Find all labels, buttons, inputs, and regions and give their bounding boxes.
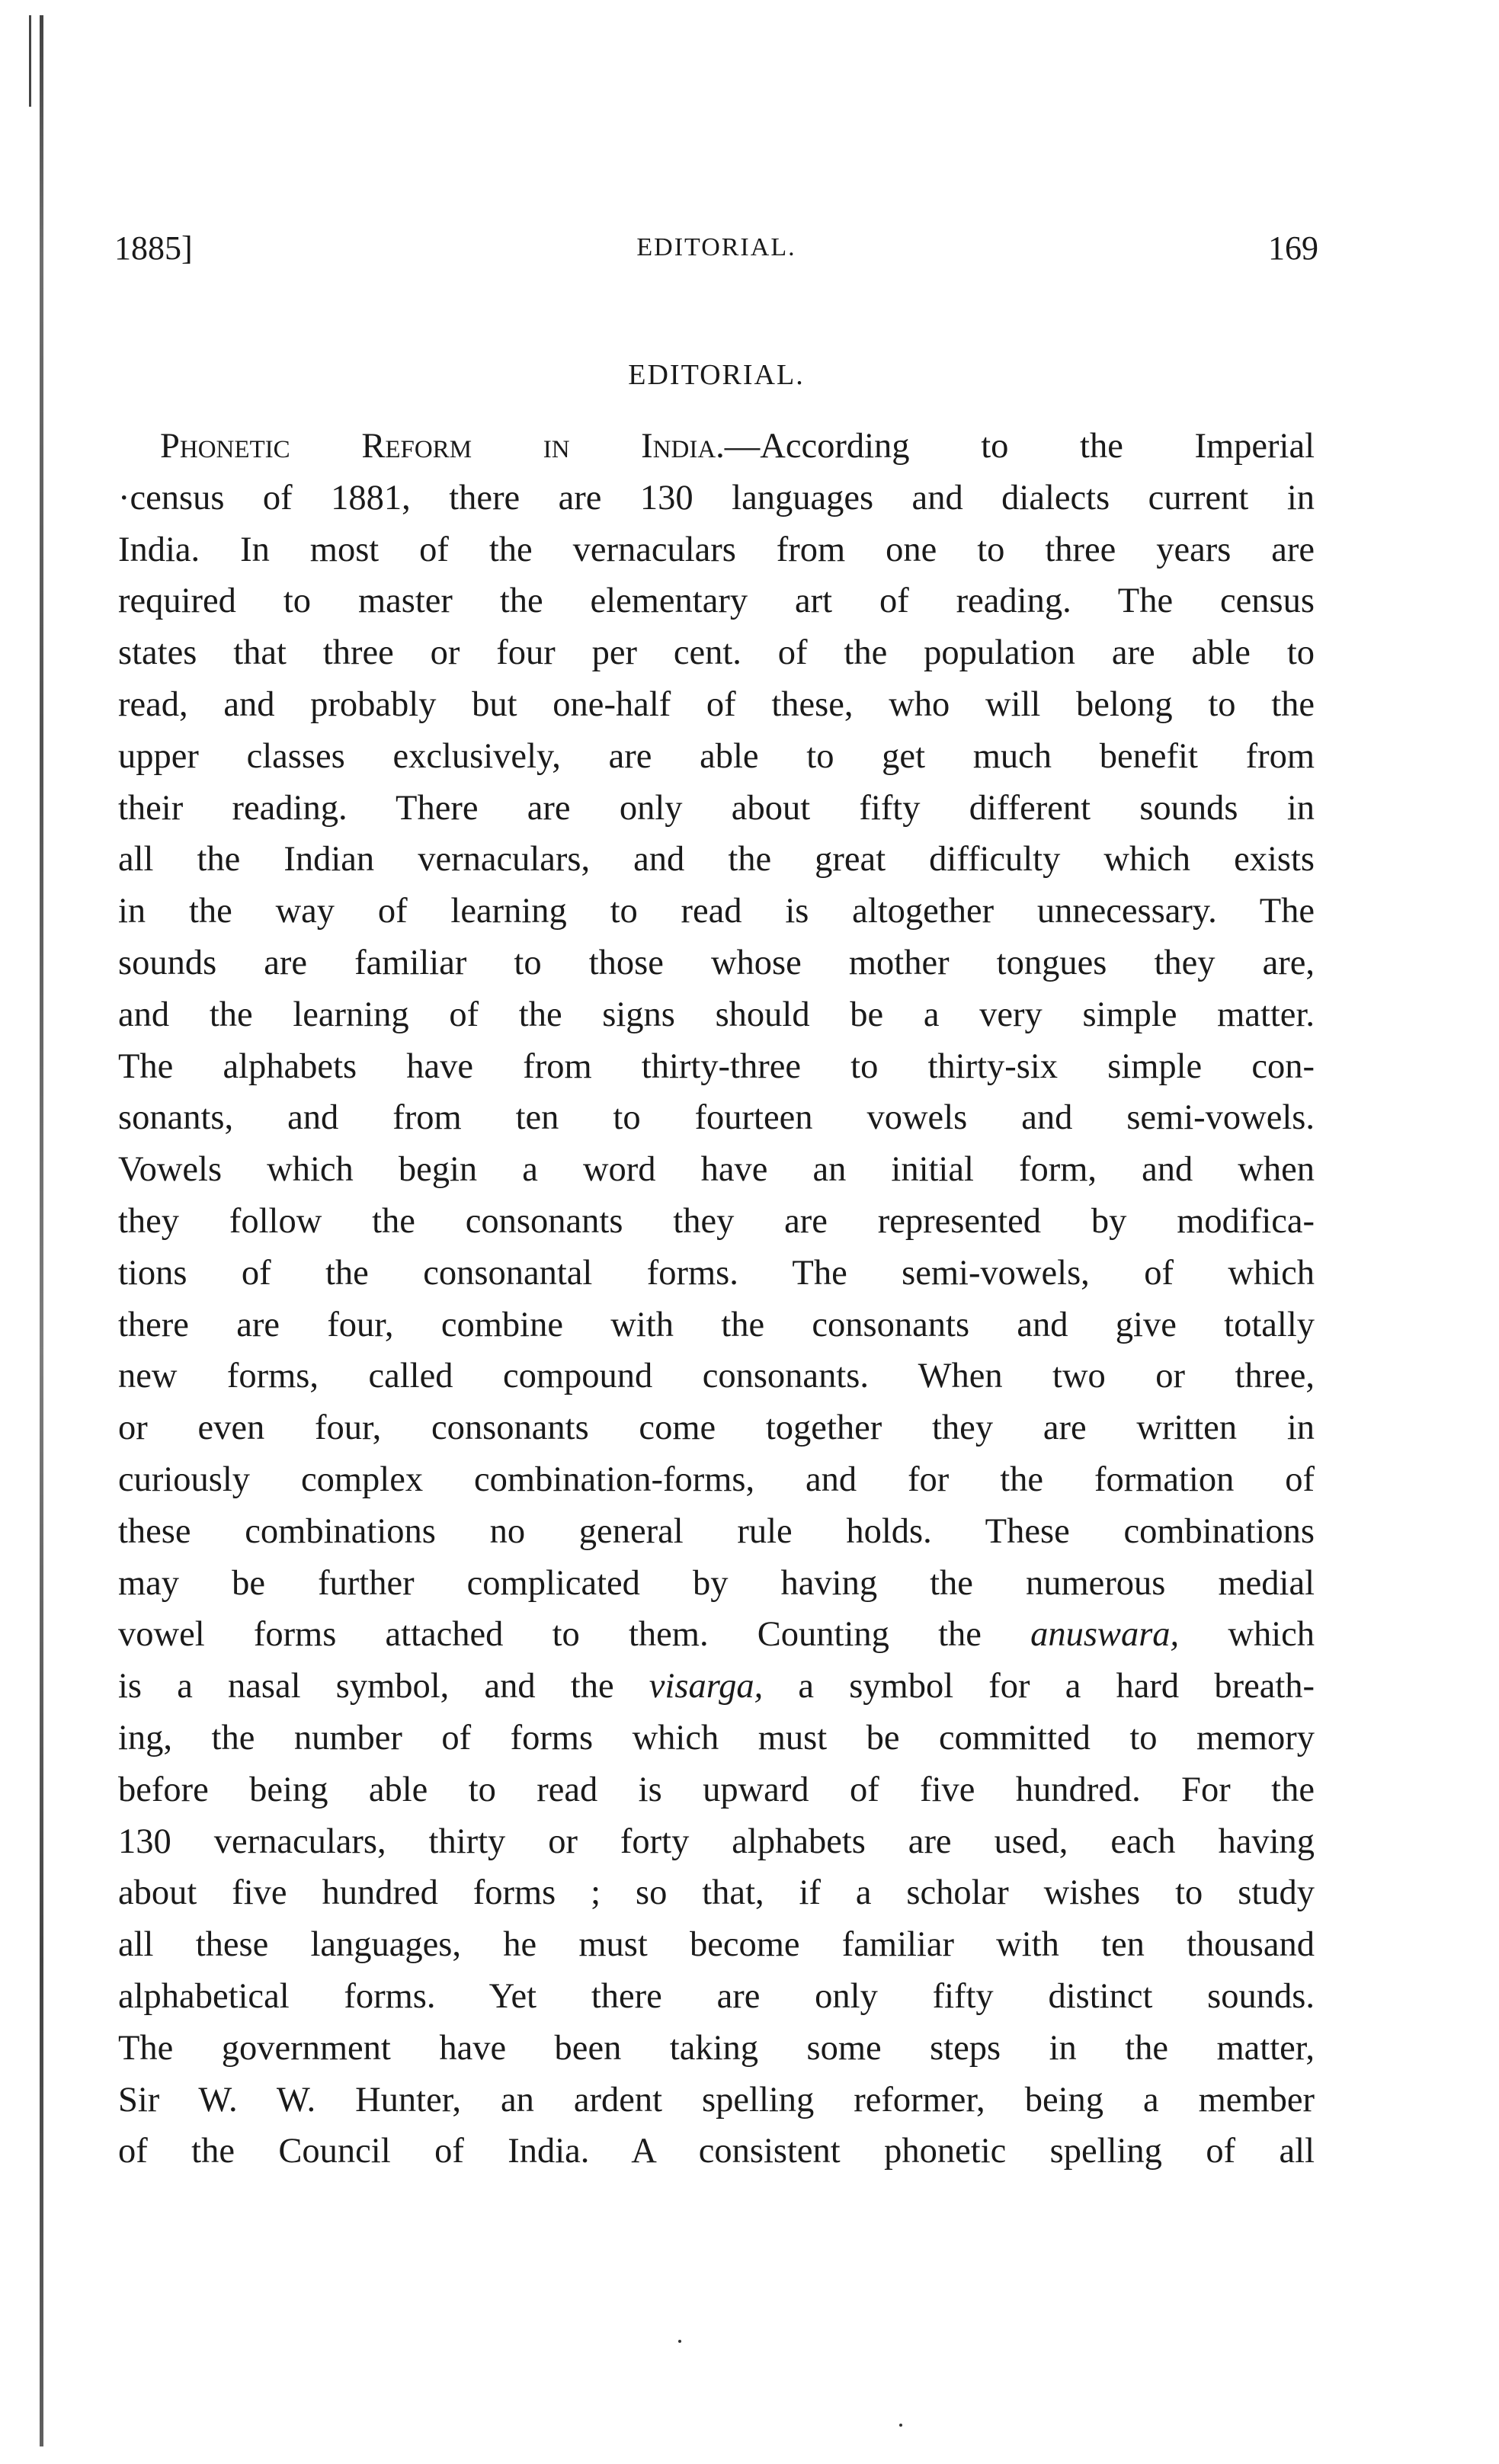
paragraph-line: or even four, consonants come together they are written in	[118, 1408, 1315, 1448]
paragraph-line: new forms, called compound consonants. When two or three,	[118, 1357, 1315, 1396]
italic-term-visarga: visarga,	[649, 1667, 764, 1706]
page-number: 169	[1268, 229, 1318, 267]
paragraph-line: there are four, combine with the consonants and give totally	[118, 1305, 1315, 1344]
paragraph-line: all the Indian vernaculars, and the great difficulty which exists	[118, 840, 1315, 880]
paragraph-line: 130 vernaculars, thirty or forty alphabets are used, each having	[118, 1822, 1315, 1861]
paragraph-line: read, and probably but one-half of these, who will belong to the	[118, 684, 1315, 724]
paragraph-line: vowel forms attached to them. Counting the anuswara, which	[118, 1615, 1315, 1655]
paragraph-line: and the learning of the signs should be a very simple matter.	[118, 995, 1315, 1034]
paper-speck	[678, 2340, 681, 2343]
paragraph-line: curiously complex combination-forms, and for the formation of	[118, 1459, 1315, 1499]
paragraph-line: ·census of 1881, there are 130 languages and dialects current in	[118, 478, 1315, 517]
book-spine-edge	[40, 15, 43, 2446]
paragraph-line: sonants, and from ten to fourteen vowels and semi-vowels.	[118, 1098, 1315, 1138]
paragraph-line: may be further complicated by having the numerous medial	[118, 1563, 1315, 1603]
paragraph-line: of the Council of India. A consistent phonetic spelling of all	[118, 2132, 1315, 2171]
paragraph-line: tions of the consonantal forms. The semi-vowels, of which	[118, 1253, 1315, 1293]
paragraph-line: is a nasal symbol, and the visarga, a symbol for a hard breath-	[118, 1667, 1315, 1706]
paragraph-line: in the way of learning to read is altogether unnecessary. The	[118, 892, 1315, 931]
paragraph-line: alphabetical forms. Yet there are only fifty distinct sounds.	[118, 1976, 1315, 2016]
paragraph-line: these combinations no general rule holds. These combinations	[118, 1511, 1315, 1551]
paragraph-line: ing, the number of forms which must be committed to memory	[118, 1718, 1315, 1757]
paragraph-line: Vowels which begin a word have an initial form, and when	[118, 1150, 1315, 1190]
paragraph-line: Sir W. W. Hunter, an ardent spelling reformer, being a member	[118, 2080, 1315, 2120]
paragraph-line: The government have been taking some steps in the matter,	[118, 2028, 1315, 2068]
paragraph-line: Phonetic Reform in India.—According to the Imperial	[160, 427, 1315, 466]
paragraph-line: sounds are familiar to those whose mother tongues they are,	[118, 943, 1315, 982]
paper-speck	[899, 2424, 902, 2427]
paragraph-line: The alphabets have from thirty-three to thirty-six simple con-	[118, 1046, 1315, 1086]
paragraph-line: about five hundred forms ; so that, if a scholar wishes to study	[118, 1873, 1315, 1913]
italic-term-anuswara: anuswara,	[1030, 1615, 1180, 1655]
paragraph-line: they follow the consonants they are represented by modifica-	[118, 1201, 1315, 1241]
section-title: EDITORIAL.	[628, 359, 805, 391]
article-heading: Phonetic Reform in India.	[160, 427, 725, 466]
article-body	[118, 421, 1315, 2177]
book-spine-mark	[29, 15, 31, 107]
paragraph-line: states that three or four per cent. of the population are able to	[118, 633, 1315, 673]
paragraph-line: their reading. There are only about fifty different sounds in	[118, 788, 1315, 828]
paragraph-line: India. In most of the vernaculars from one to three years are	[118, 530, 1315, 569]
running-head-year: 1885]	[114, 229, 193, 267]
paragraph-line: upper classes exclusively, are able to get much benefit from	[118, 736, 1315, 776]
running-head-title: EDITORIAL.	[636, 233, 796, 261]
paragraph-line: all these languages, he must become familiar with ten thousand	[118, 1925, 1315, 1965]
running-head	[114, 229, 1318, 282]
paragraph-line: required to master the elementary art of reading. The census	[118, 582, 1315, 621]
paragraph-line: before being able to read is upward of five hundred. For the	[118, 1770, 1315, 1809]
